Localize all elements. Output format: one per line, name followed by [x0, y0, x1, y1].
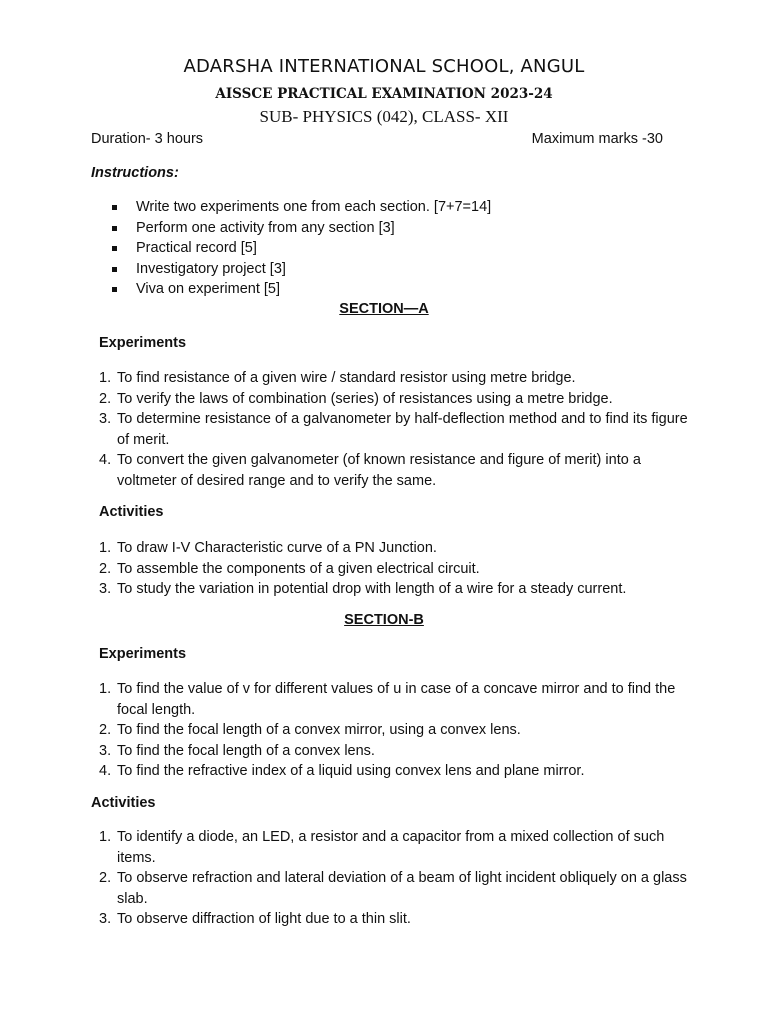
- list-item: 1. To identify a diode, an LED, a resistor and a capacitor from a mixed collection of such items.: [99, 829, 665, 866]
- list-item: Practical record [5]: [112, 238, 491, 259]
- list-item: Viva on experiment [5]: [112, 279, 491, 300]
- list-item: 3. To study the variation in potential drop with length of a wire for a steady current.: [99, 581, 627, 597]
- list-item: Write two experiments one from each section. [7+7=14]: [112, 197, 491, 218]
- section-b-experiments-list: [99, 679, 699, 782]
- exam-title: AISSCE PRACTICAL EXAMINATION 2023-24: [215, 86, 553, 102]
- instructions-title: Instructions:: [91, 165, 179, 181]
- list-item: 2. To verify the laws of combination (series) of resistances using a metre bridge.: [99, 390, 613, 407]
- list-item: 1. To find resistance of a given wire / standard resistor using metre bridge.: [99, 370, 576, 386]
- section-b-activities-list: [99, 827, 699, 930]
- list-item: 1. To draw I-V Characteristic curve of a PN Junction.: [99, 540, 437, 556]
- instructions-list: [112, 197, 491, 300]
- list-item: 4. To convert the given galvanometer (of known resistance and figure of merit) into a voltmeter of desired range and to verify the same.: [99, 452, 641, 489]
- bullet-icon: [112, 246, 117, 251]
- section-b-experiments-title: Experiments: [99, 646, 187, 662]
- section-b-title: SECTION-B: [344, 612, 424, 628]
- section-a-title: SECTION—A: [339, 301, 429, 317]
- section-b-activities-title: Activities: [91, 795, 156, 811]
- max-marks: Maximum marks -30: [531, 131, 663, 147]
- duration: Duration- 3 hours: [91, 131, 204, 147]
- list-item: 3. To find the focal length of a convex lens.: [99, 742, 375, 759]
- list-item: 4. To find the refractive index of a liquid using convex lens and plane mirror.: [99, 763, 585, 779]
- list-item: Perform one activity from any section [3]: [112, 218, 491, 239]
- bullet-icon: [112, 226, 117, 231]
- subject-line: SUB- PHYSICS (042), CLASS- XII: [259, 107, 509, 126]
- list-item: 3. To determine resistance of a galvanometer by half-deflection method and to find its figure of merit.: [99, 411, 688, 448]
- list-item: 2. To observe refraction and lateral deviation of a beam of light incident obliquely on a glass slab.: [99, 870, 687, 907]
- section-a-activities-list: [99, 538, 699, 600]
- school-name: ADARSHA INTERNATIONAL SCHOOL, ANGUL: [183, 56, 585, 77]
- section-a-experiments-title: Experiments: [99, 335, 187, 351]
- section-a-activities-title: Activities: [99, 504, 164, 520]
- list-item: 2. To find the focal length of a convex mirror, using a convex lens.: [99, 722, 521, 738]
- list-item: 1. To find the value of v for different values of u in case of a concave mirror and to find the focal length.: [99, 681, 676, 718]
- list-item: Investigatory project [3]: [112, 259, 491, 280]
- bullet-icon: [112, 205, 117, 210]
- section-a-experiments-list: [99, 368, 699, 491]
- list-item: 3. To observe diffraction of light due to a thin slit.: [99, 911, 411, 927]
- bullet-icon: [112, 287, 117, 292]
- list-item: 2. To assemble the components of a given electrical circuit.: [99, 560, 480, 577]
- bullet-icon: [112, 267, 117, 272]
